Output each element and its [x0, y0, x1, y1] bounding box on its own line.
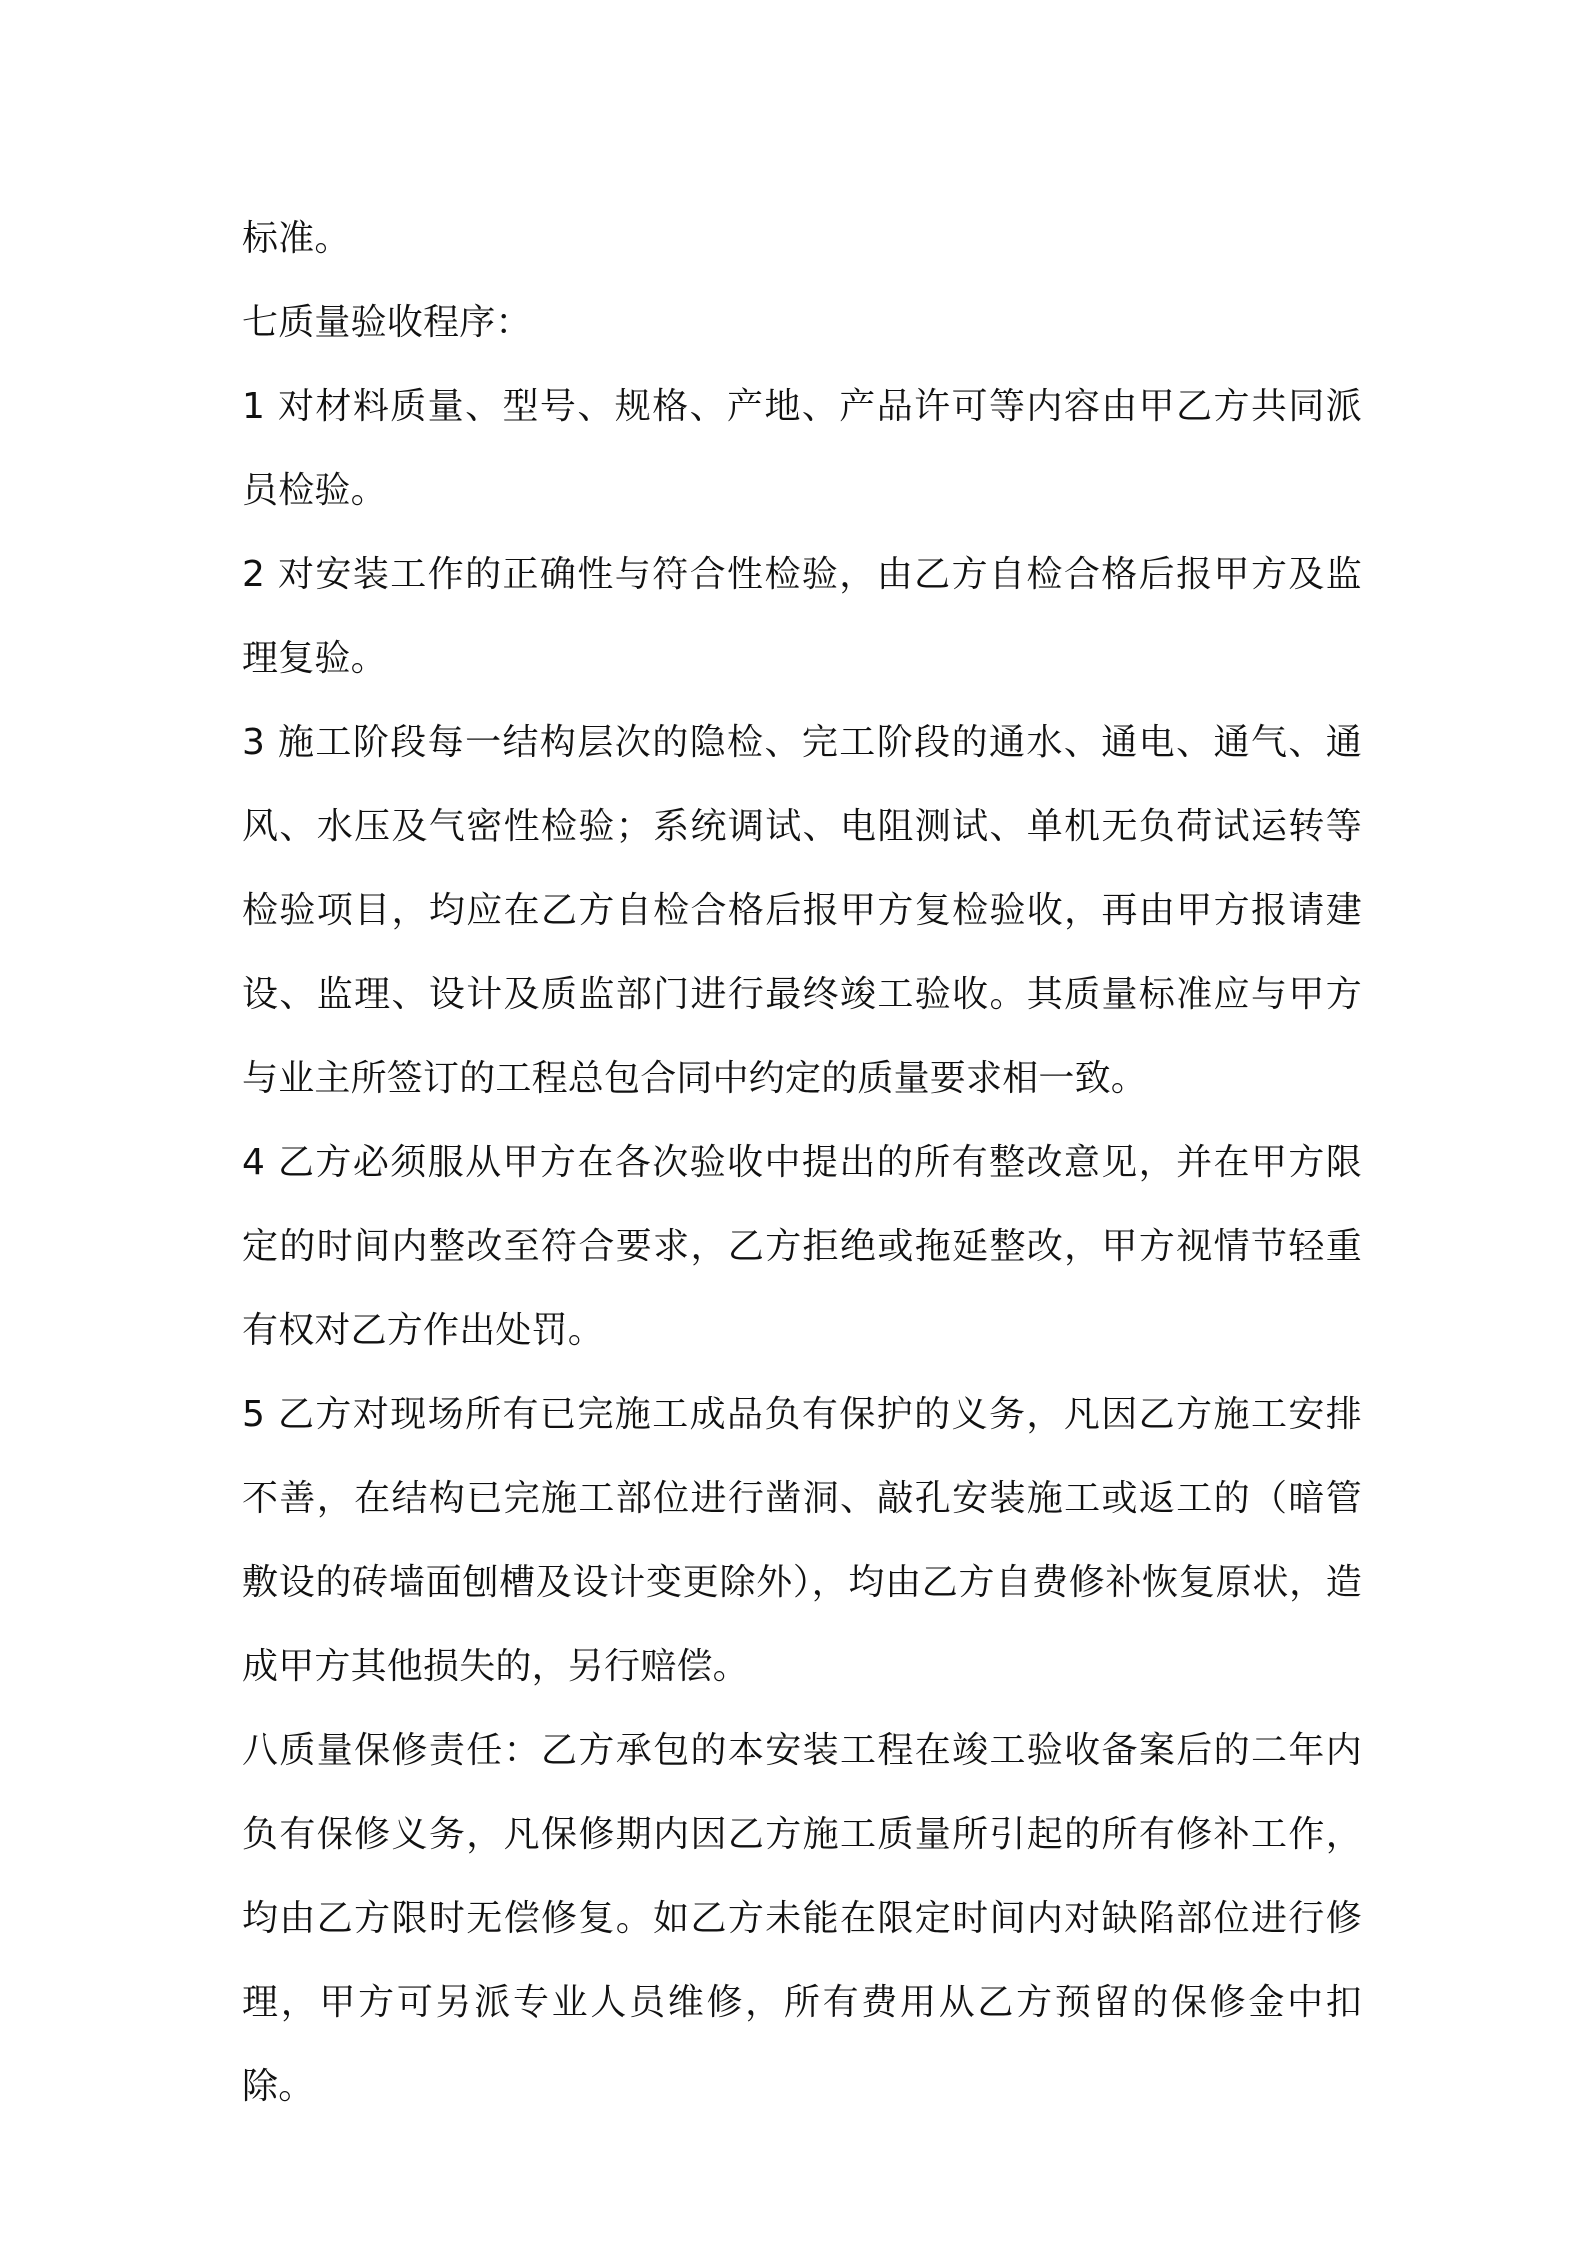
- document-body: [242, 197, 1362, 2129]
- paragraph-item-5: 5 乙方对现场所有已完施工成品负有保护的义务，凡因乙方施工安排不善，在结构已完施工部位进行凿洞、敲孔安装施工或返工的（暗管敷设的砖墙面刨槽及设计变更除外），均由乙方自费修补恢复原状，造成甲方其他损失的，另行赔偿。: [242, 1394, 1362, 1687]
- paragraph-standard-end: 标准。: [242, 218, 351, 259]
- paragraph-quality-warranty: 八质量保修责任：乙方承包的本安装工程在竣工验收备案后的二年内负有保修义务，凡保修期内因乙方施工质量所引起的所有修补工作，均由乙方限时无偿修复。如乙方未能在限定时间内对缺陷部位进行修理，甲方可另派专业人员维修，所有费用从乙方预留的保修金中扣除。: [242, 1730, 1362, 2107]
- heading-quality-acceptance-procedure: 七质量验收程序：: [242, 302, 532, 343]
- paragraph-item-1: 1 对材料质量、型号、规格、产地、产品许可等内容由甲乙方共同派员检验。: [242, 386, 1362, 511]
- paragraph-item-2: 2 对安装工作的正确性与符合性检验，由乙方自检合格后报甲方及监理复验。: [242, 554, 1362, 679]
- paragraph-item-3: 3 施工阶段每一结构层次的隐检、完工阶段的通水、通电、通气、通风、水压及气密性检验；系统调试、电阻测试、单机无负荷试运转等检验项目，均应在乙方自检合格后报甲方复检验收，再由甲方报请建设、监理、设计及质监部门进行最终竣工验收。其质量标准应与甲方与业主所签订的工程总包合同中约定的质量要求相一致。: [242, 722, 1362, 1099]
- paragraph-item-4: 4 乙方必须服从甲方在各次验收中提出的所有整改意见，并在甲方限定的时间内整改至符合要求，乙方拒绝或拖延整改，甲方视情节轻重有权对乙方作出处罚。: [242, 1142, 1362, 1351]
